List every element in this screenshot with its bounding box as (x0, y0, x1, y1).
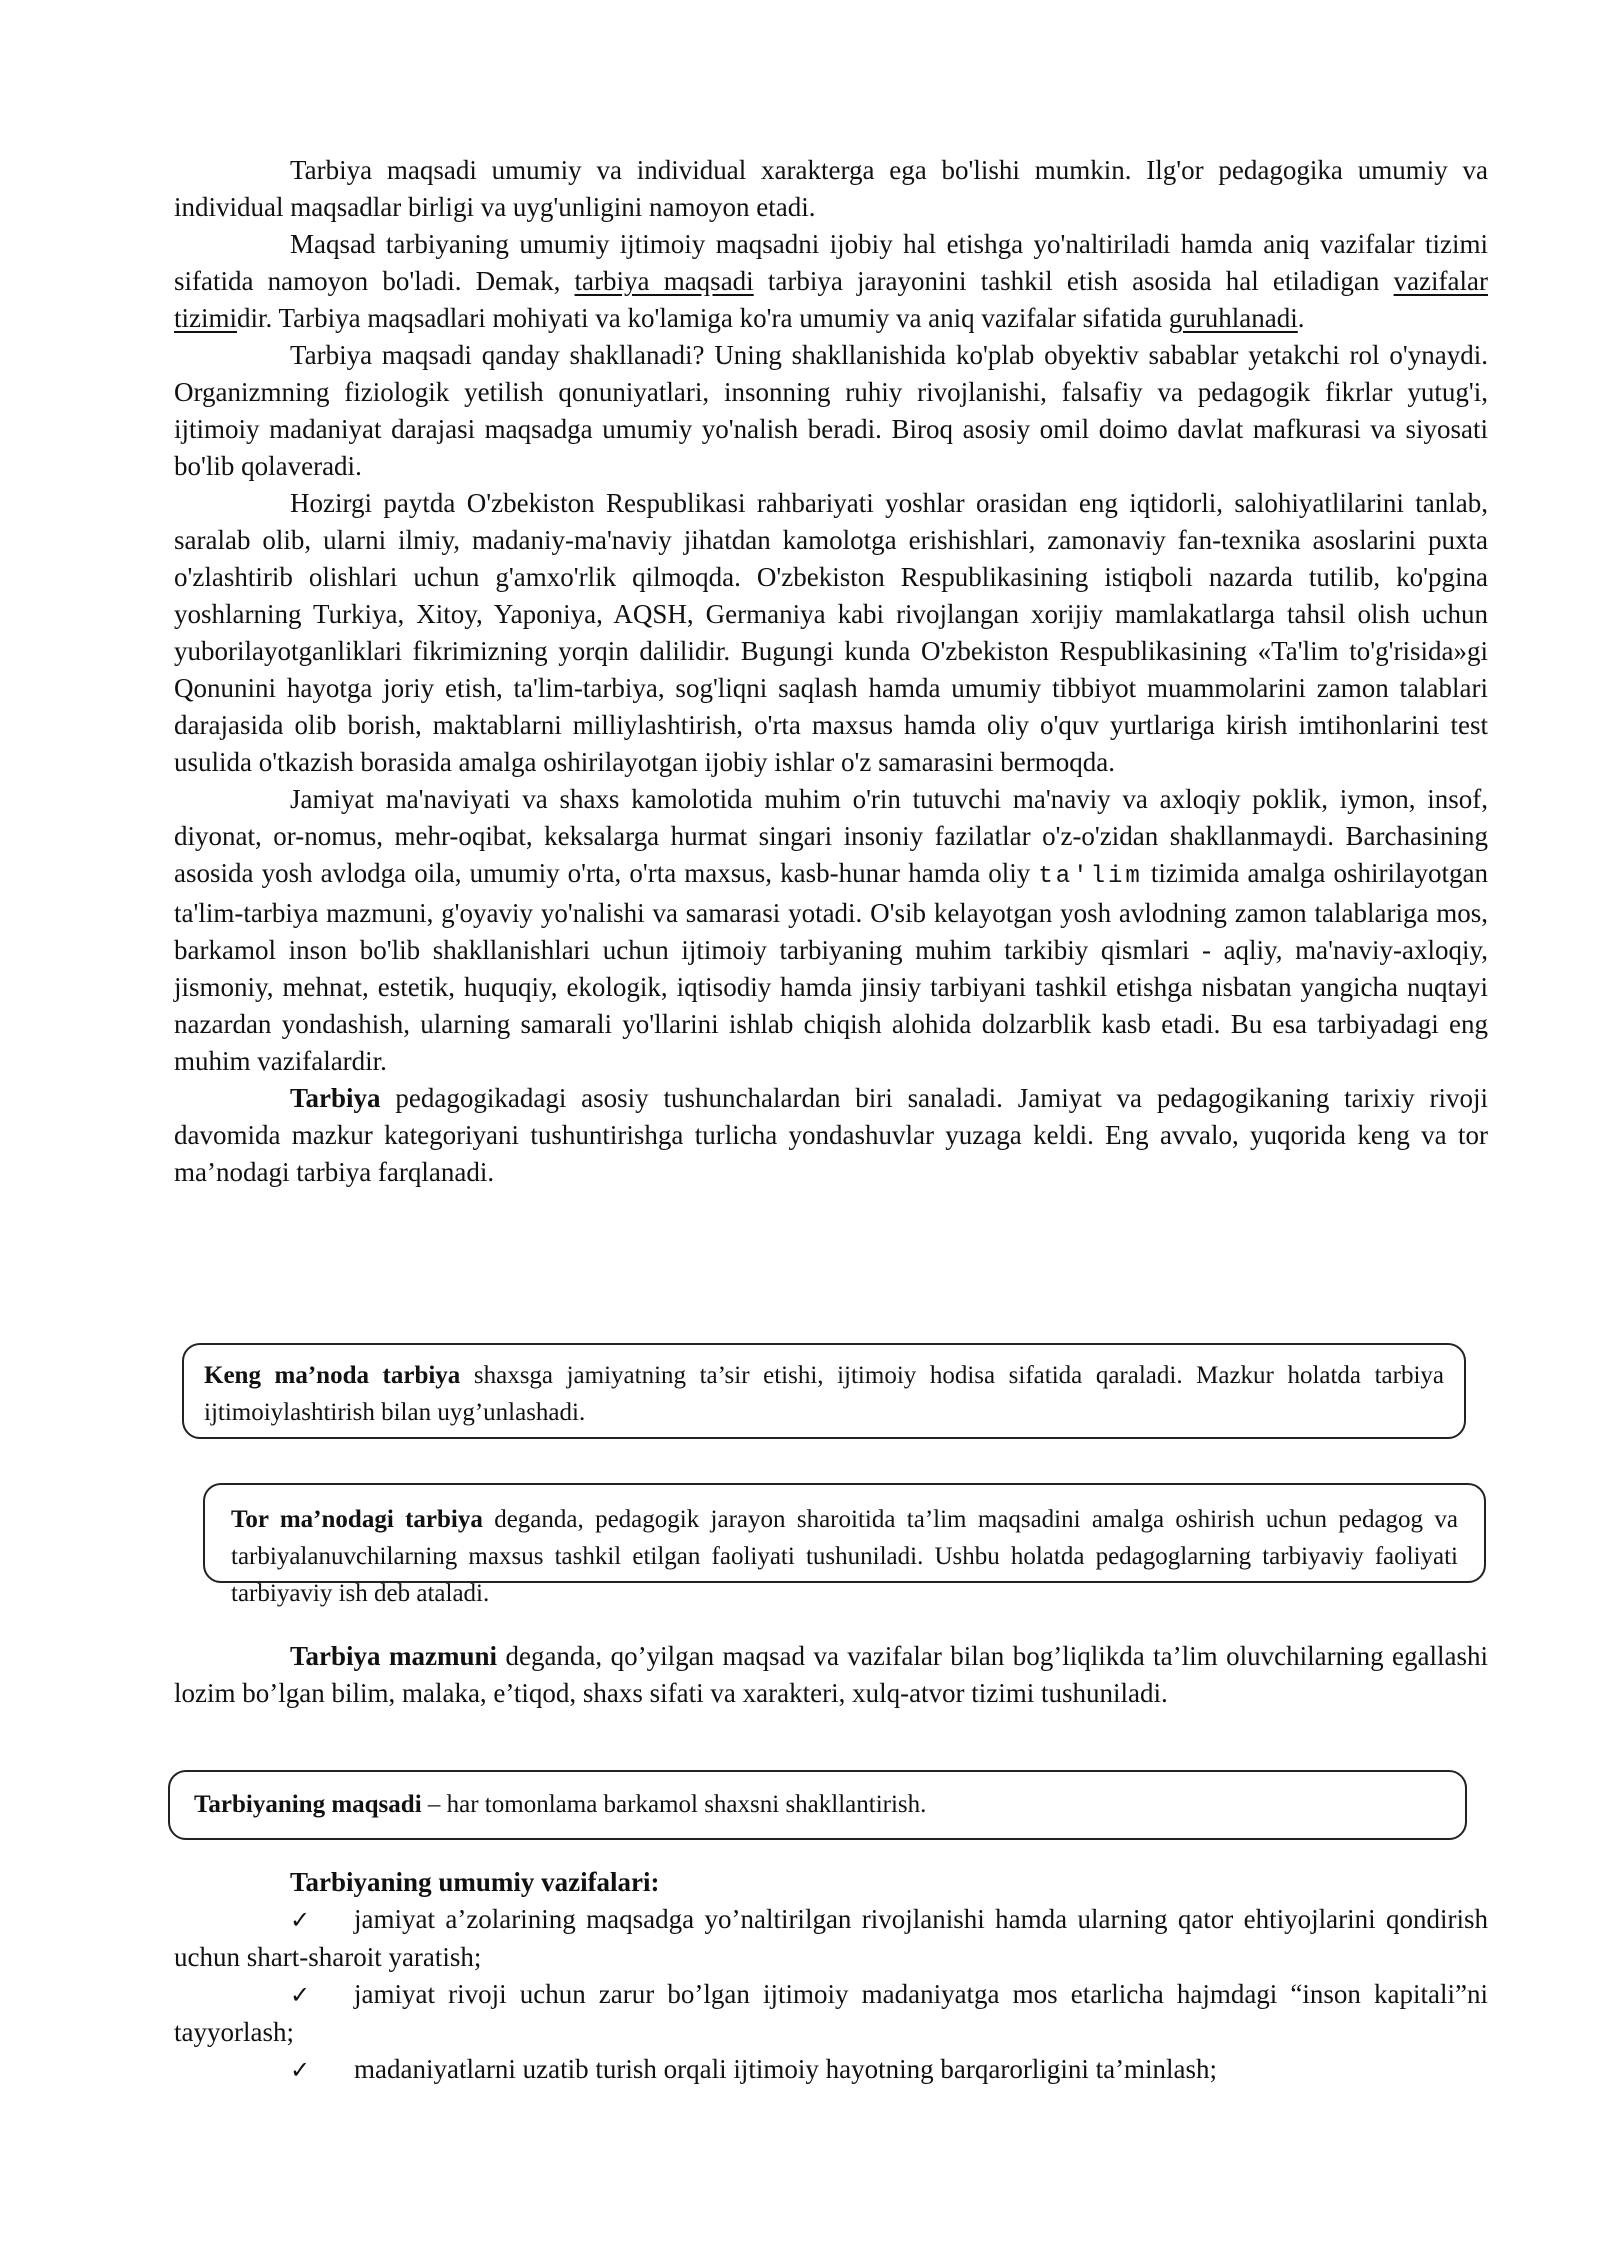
box-text (204, 1357, 1444, 1431)
paragraph-5 (174, 781, 1488, 1080)
spaced-word: ta'lim (1038, 863, 1143, 890)
list-item-text: jamiyat rivoji uchun zarur bo’lgan ijtimoiy madaniyatga mos etarlicha hajmdagi “inson kapitali”ni tayyorlash; (174, 1979, 1488, 2047)
text-run: tizimida amalga oshirilayotgan ta'lim-tarbiya mazmuni, g'oyaviy yo'nalishi va samarasi yotadi. O'sib kelayotgan yosh avlodning zamon talablariga mos, barkamol inson bo'lib shakllanishlari uchun ijtimoiy tarbiyaning muhim tarkibiy qismlari - aqliy, ma'naviy-axloqiy, jismoniy, mehnat, estetik, huquqiy, ekologik, iqtisodiy hamda jinsiy tarbiyani tashkil etishga nisbatan yangicha nuqtayi nazardan yondashish, ularning samarali yo'llarini ishlab chiqish alohida dolzarblik kasb etadi. Bu esa tarbiyadagi eng muhim vazifalardir. (174, 858, 1488, 1076)
text-run: Jamiyat ma'naviyati va shaxs kamolotida muhim o'rin tutuvchi ma'naviy va axloqiy poklik, iymon, insof, diyonat, or-nomus, mehr-oqibat, keksalarga hurmat singari insoniy fazilatlar o'z-o'zidan shakllanmaydi. Barchasining asosida yosh avlodga oila, umumiy o'rta, o'rta maxsus, kasb-hunar hamda oliy (174, 784, 1488, 888)
vazifalar-section (174, 1864, 1488, 2089)
definition-box-keng (182, 1343, 1466, 1439)
list-item (174, 2051, 1488, 2089)
text-run: tarbiya jarayonini tashkil etish asosida hal etiladigan (753, 266, 1394, 296)
box-text (231, 1501, 1458, 1612)
definition-box-maqsad (168, 1770, 1467, 1840)
checkmark-icon: ✓ (290, 2056, 311, 2084)
text-run: pedagogikadagi asosiy tushunchalardan biri sanaladi. Jamiyat va pedagogikaning tarixiy rivoji davomida mazkur kategoriyani tushuntirishga turlicha yondashuvlar yuzaga keldi. Eng avvalo, yuqorida keng va tor ma’nodagi tarbiya farqlanadi. (174, 1083, 1488, 1187)
text-run: dir. Tarbiya maqsadlari mohiyati va ko'lamiga ko'ra umumiy va aniq vazifalar sifatida (237, 303, 1169, 333)
main-text (174, 152, 1488, 1191)
paragraph-3: Tarbiya maqsadi qanday shakllanadi? Uning shakllanishida ko'plab obyektiv sabablar yetakchi rol o'ynaydi. Organizmning fiziologik yetilish qonuniyatlari, insonning ruhiy rivojlanishi, falsafiy va pedagogik fikrlar yutug'i, ijtimoiy madaniyat darajasi maqsadga umumiy yo'nalish beradi. Biroq asosiy omil doimo davlat mafkurasi va siyosati bo'lib qolaveradi. (174, 340, 1488, 481)
underlined-term: guruhlanadi (1168, 303, 1298, 333)
list-item (174, 1901, 1488, 1976)
text-run: Maqsad tarbiyaning umumiy ijtimoiy maqsadni ijobiy hal etishga yo'naltiriladi hamda aniq vazifalar tizimi sifatida namoyon bo'ladi. Demak, (174, 229, 1488, 296)
underlined-term: tarbiya maqsadi (574, 266, 754, 296)
list-item-text: madaniyatlarni uzatib turish orqali ijtimoiy hayotning barqarorligini ta’minlash; (354, 2054, 1218, 2084)
paragraph-mazmun (174, 1638, 1488, 1712)
text-run: . (1297, 303, 1305, 333)
list-item (174, 1976, 1488, 2051)
bold-term: Keng ma’noda tarbiya (204, 1362, 461, 1389)
text-run: deganda, pedagogik jarayon sharoitida ta’lim maqsadini amalga oshirish uchun pedagog va tarbiyalanuvchilarning maxsus tashkil etilgan faoliyati tushuniladi. Ushbu holatda pedagoglarning tarbiyaviy faoliyati tarbiyaviy ish deb ataladi. (231, 1506, 1458, 1607)
bold-term: Tarbiya (290, 1083, 381, 1113)
paragraph-1: Tarbiya maqsadi umumiy va individual xarakterga ega bo'lishi mumkin. Ilg'or pedagogika umumiy va individual maqsadlar birligi va uyg'unligini namoyon etadi. (174, 155, 1488, 222)
bold-term: Tor ma’nodagi tarbiya (231, 1506, 483, 1533)
box-text (194, 1786, 1441, 1823)
section-heading (174, 1864, 1488, 1901)
paragraph-4: Hozirgi paytda O'zbekiston Respublikasi rahbariyati yoshlar orasidan eng iqtidorli, salohiyatlilarini tanlab, saralab olib, ularni ilmiy, madaniy-ma'naviy jihatdan kamolotga erishishlari, zamonaviy fan-texnika asoslarini puxta o'zlashtirib olishlari uchun g'amxo'rlik qilmoqda. O'zbekiston Respublikasining istiqboli nazarda tutilib, ko'pgina yoshlarning Turkiya, Xitoy, Yaponiya, AQSH, Germaniya kabi rivojlangan xorijiy mamlakatlarga tahsil olish uchun yuborilayotganliklari fikrimizning yorqin dalilidir. Bugungi kunda O'zbekiston Respublikasining «Ta'lim to'g'risida»gi Qonunini hayotga joriy etish, ta'lim-tarbiya, sog'liqni saqlash hamda umumiy tibbiyot muammolarini zamon talablari darajasida olib borish, maktablarni milliylashtirish, o'rta maxsus hamda oliy o'quv yurtlariga kirish imtihonlarini test usulida o'tkazish borasida amalga oshirilayotgan ijobiy ishlar o'z samarasini bermoqda. (174, 488, 1488, 777)
bold-term: Tarbiya mazmuni (290, 1641, 497, 1671)
list-item-text: jamiyat a’zolarining maqsadga yo’naltirilgan rivojlanishi hamda ularning qator ehtiyojlarini qondirish uchun shart-sharoit yaratish; (174, 1904, 1488, 1972)
heading-text: Tarbiyaning umumiy vazifalari: (290, 1867, 660, 1897)
checkmark-icon: ✓ (290, 1906, 311, 1934)
underlined-term: vazifalar tizimi (174, 266, 1488, 333)
text-run: – har tomonlama barkamol shaxsni shakllantirish. (421, 1791, 927, 1818)
bold-term: Tarbiyaning maqsadi (194, 1791, 422, 1818)
text-run: deganda, qo’yilgan maqsad va vazifalar bilan bog’liqlikda ta’lim oluvchilarning egallashi lozim bo’lgan bilim, malaka, e’tiqod, shaxs sifati va xarakteri, xulq-atvor tizimi tushuniladi. (174, 1641, 1488, 1708)
mazmun-section (174, 1638, 1488, 1712)
checkmark-icon: ✓ (290, 1981, 311, 2009)
text-run: shaxsga jamiyatning ta’sir etishi, ijtimoiy hodisa sifatida qaraladi. Mazkur holatda tarbiya ijtimoiylashtirish bilan uyg’unlashadi. (204, 1362, 1444, 1426)
paragraph-6 (174, 1080, 1488, 1191)
paragraph-2 (174, 226, 1488, 337)
definition-box-tor (203, 1483, 1486, 1607)
